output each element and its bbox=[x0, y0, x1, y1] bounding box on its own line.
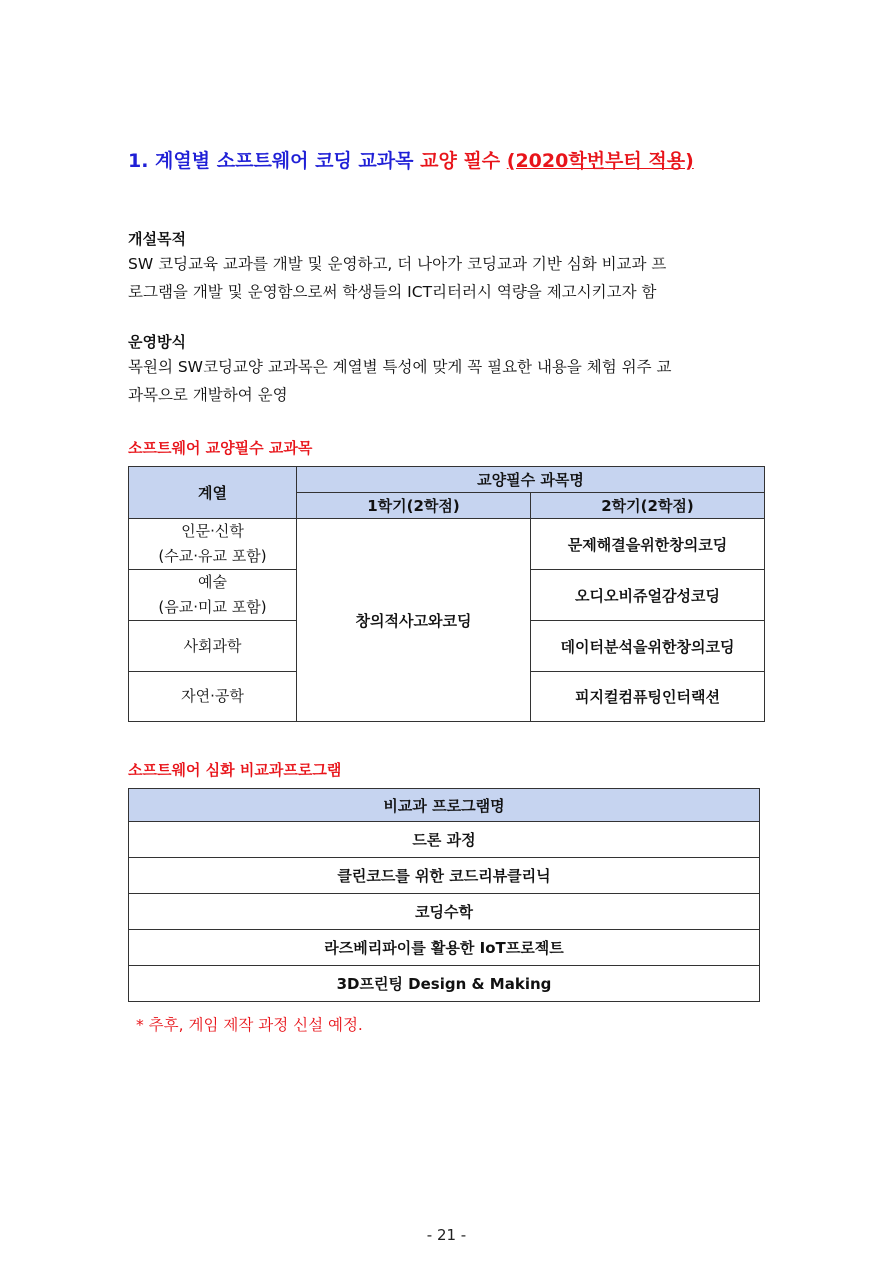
operation-text bbox=[128, 353, 768, 409]
sem1-common-course: 창의적사고와코딩 bbox=[297, 519, 531, 722]
program-item: 3D프린팅 Design & Making bbox=[129, 966, 760, 1002]
operation-line-2: 과목으로 개발하여 운영 bbox=[128, 386, 288, 404]
operation-line-1: 목원의 SW코딩교양 교과목은 계열별 특성에 맞게 꼭 필요한 내용을 체험 위주 교 bbox=[128, 358, 672, 376]
table-row bbox=[129, 822, 760, 858]
purpose-line-2: 로그램을 개발 및 운영함으로써 학생들의 ICT리터러시 역량을 제고시키고자 함 bbox=[128, 283, 657, 301]
program-item: 드론 과정 bbox=[129, 822, 760, 858]
section-heading bbox=[128, 146, 694, 173]
extra-header: 비교과 프로그램명 bbox=[129, 789, 760, 822]
program-item: 클린코드를 위한 코드리뷰클리닉 bbox=[129, 858, 760, 894]
purpose-title: 개설목적 bbox=[128, 230, 186, 248]
program-item: 코딩수학 bbox=[129, 894, 760, 930]
table-row bbox=[129, 858, 760, 894]
program-item: 라즈베리파이를 활용한 IoT프로젝트 bbox=[129, 930, 760, 966]
purpose-text bbox=[128, 250, 768, 306]
footnote: * 추후, 게임 제작 과정 신설 예정. bbox=[136, 1016, 363, 1034]
page-number: - 21 - bbox=[426, 1226, 467, 1244]
required-table bbox=[128, 466, 765, 722]
field-cell: 예술 (음교·미교 포함) bbox=[129, 570, 297, 621]
header-course: 교양필수 과목명 bbox=[297, 467, 765, 493]
table-row bbox=[129, 966, 760, 1002]
header-field: 계열 bbox=[129, 467, 297, 519]
field-cell: 사회과학 bbox=[129, 621, 297, 672]
header-sem1: 1학기(2학점) bbox=[297, 493, 531, 519]
table-row bbox=[129, 894, 760, 930]
header-sem2: 2학기(2학점) bbox=[531, 493, 765, 519]
extra-title: 소프트웨어 심화 비교과프로그램 bbox=[128, 761, 342, 779]
sem2-course: 데이터분석을위한창의코딩 bbox=[531, 621, 765, 672]
extra-table bbox=[128, 788, 760, 1002]
operation-title: 운영방식 bbox=[128, 333, 186, 351]
required-title: 소프트웨어 교양필수 교과목 bbox=[128, 439, 313, 457]
table-row bbox=[129, 519, 765, 570]
sem2-course: 피지컬컴퓨팅인터랙션 bbox=[531, 672, 765, 722]
heading-applies: (2020학번부터 적용) bbox=[506, 150, 694, 172]
heading-required: 교양 필수 bbox=[420, 150, 501, 172]
table-row bbox=[129, 930, 760, 966]
field-cell: 자연·공학 bbox=[129, 672, 297, 722]
field-cell: 인문·신학 (수교·유교 포함) bbox=[129, 519, 297, 570]
sem2-course: 오디오비쥬얼감성코딩 bbox=[531, 570, 765, 621]
heading-title: 1. 계열별 소프트웨어 코딩 교과목 bbox=[128, 150, 414, 172]
sem2-course: 문제해결을위한창의코딩 bbox=[531, 519, 765, 570]
purpose-line-1: SW 코딩교육 교과를 개발 및 운영하고, 더 나아가 코딩교과 기반 심화 비교과 프 bbox=[128, 255, 667, 273]
